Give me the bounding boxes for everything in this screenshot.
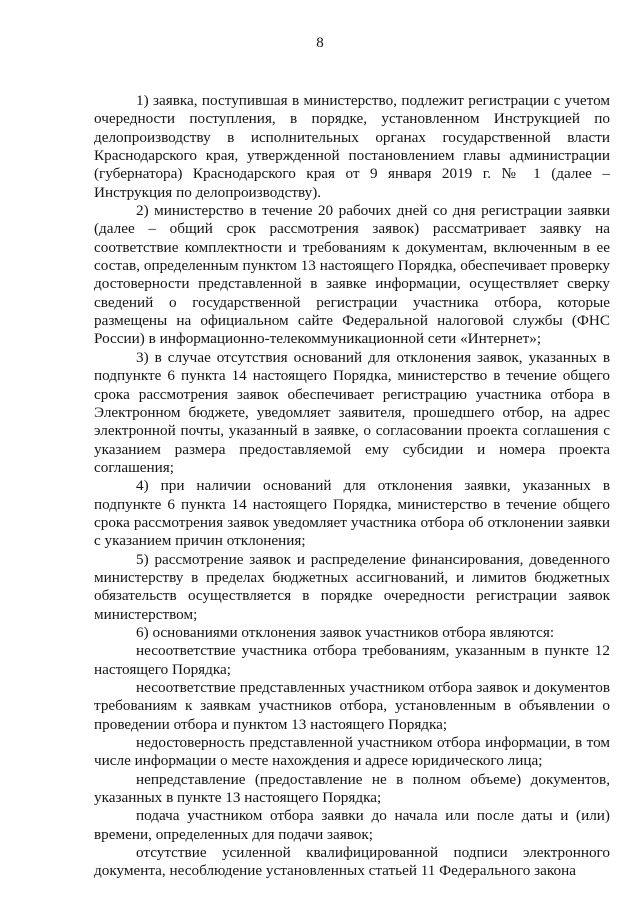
rejection-reason-2: несоответствие представленных участником отбора заявок и документов требованиям к заявкам участников отбора, установленным в объявлении о проведении отбора и пунктом 13 настоящего Порядка; (94, 679, 610, 733)
rejection-reason-6: отсутствие усиленной квалифицированной подписи электронного документа, несоблюдение установленных статьей 11 Федерального закона (94, 844, 610, 880)
rejection-reason-3: недостоверность представленной участником отбора информации, в том числе информации о месте нахождения и адресе юридического лица; (94, 734, 610, 770)
paragraph-item-1: 1) заявка, поступившая в министерство, подлежит регистрации с учетом очередности поступления, в порядке, установленном Инструкцией по делопроизводству в исполнительных органах государственной власти Краснодарского края, утвержденной постановлением главы администрации (губернатора) Краснодарского края от 9 января 2019 г. № 1 (далее – Инструкция по делопроизводству). (94, 92, 610, 201)
paragraph-item-2: 2) министерство в течение 20 рабочих дней со дня регистрации заявки (далее – общий срок рассмотрения заявок) рассматривает заявку на соответствие комплектности и требованиям к документам, включенным в ее состав, определенным пунктом 13 настоящего Порядка, обеспечивает проверку достоверности представленной в заявке информации, осуществляет сверку сведений о государственной регистрации участника отбора, которые размещены на официальном сайте Федеральной налоговой службы (ФНС России) в информационно-телекоммуникационной сети «Интернет»; (94, 202, 610, 348)
paragraph-item-6: 6) основаниями отклонения заявок участников отбора являются: (136, 623, 555, 641)
paragraph-item-5: 5) рассмотрение заявок и распределение финансирования, доведенного министерству в пределах бюджетных ассигнований, и лимитов бюджетных обязательств осуществляется в порядке очередности регистрации заявок министерством; (94, 550, 610, 623)
paragraph-item-4: 4) при наличии оснований для отклонения заявки, указанных в подпункте 6 пункта 14 настоящего Порядка, министерство в течение общего срока рассмотрения заявок уведомляет участника отбора об отклонении заявки с указанием причин отклонения; (94, 477, 610, 550)
rejection-reason-5: подача участником отбора заявки до начала или после даты и (или) времени, определенных для подачи заявок; (94, 807, 610, 843)
page-number: 8 (316, 35, 324, 51)
rejection-reason-1: несоответствие участника отбора требованиям, указанным в пункте 12 настоящего Порядка; (94, 642, 610, 678)
document-body (94, 92, 610, 881)
paragraph-item-3: 3) в случае отсутствия оснований для отклонения заявок, указанных в подпункте 6 пункта 14 настоящего Порядка, министерство в течение общего срока рассмотрения заявок обеспечивает регистрацию участника отбора в Электронном бюджете, уведомляет заявителя, прошедшего отбор, на адрес электронной почты, указанный в заявке, о согласовании проекта соглашения с указанием размера предоставляемой ему субсидии и номера проекта соглашения; (94, 348, 610, 476)
rejection-reason-4: непредставление (предоставление не в полном объеме) документов, указанных в пункте 13 настоящего Порядка; (94, 770, 610, 807)
